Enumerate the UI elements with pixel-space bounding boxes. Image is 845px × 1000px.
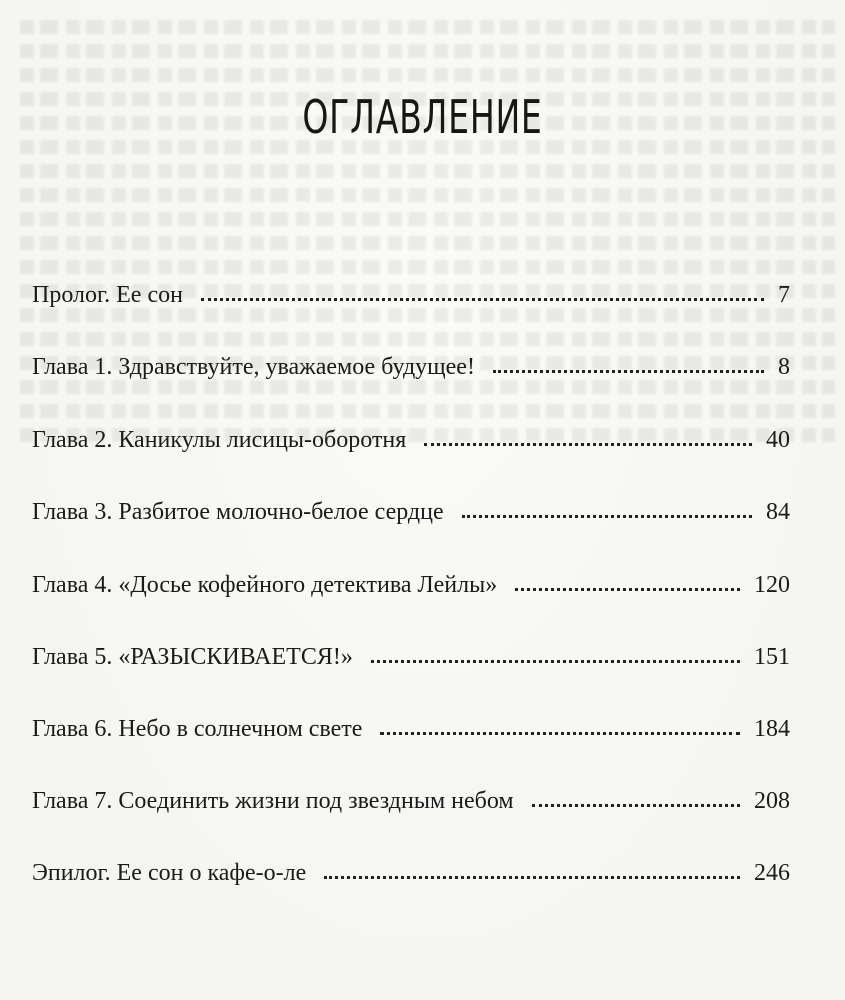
toc-leader-dots (424, 443, 752, 446)
toc-leader-dots (462, 515, 752, 518)
toc-entry-chapter-2[interactable] (32, 415, 790, 455)
toc-leader-dots (532, 804, 740, 807)
toc-entry-label: Пролог. Ее сон (32, 282, 183, 308)
toc-entry-chapter-5[interactable] (32, 632, 790, 672)
toc-entry-prologue[interactable] (32, 270, 790, 310)
toc-entry-chapter-3[interactable] (32, 487, 790, 527)
toc-entry-chapter-6[interactable] (32, 704, 790, 744)
toc-entry-label: Глава 6. Небо в солнечном свете (32, 716, 363, 742)
toc-leader-dots (493, 370, 764, 373)
toc-entry-label: Глава 3. Разбитое молочно-белое сердце (32, 499, 444, 525)
toc-leader-dots (371, 660, 740, 663)
toc-page-number: 246 (754, 860, 790, 886)
toc-leader-dots (201, 298, 764, 301)
toc-entry-label: Глава 4. «Досье кофейного детектива Лейлы» (32, 572, 498, 598)
toc-entry-label: Глава 7. Соединить жизни под звездным небом (32, 788, 514, 814)
toc-page-number: 120 (754, 572, 790, 598)
toc-page-number: 7 (778, 282, 790, 308)
toc-page-number: 208 (754, 788, 790, 814)
toc-leader-dots (380, 732, 740, 735)
toc-entry-chapter-7[interactable] (32, 776, 790, 816)
toc-entry-chapter-4[interactable] (32, 560, 790, 600)
toc-page-number: 8 (778, 354, 790, 380)
toc-entry-label: Глава 2. Каникулы лисицы-оборотня (32, 427, 407, 453)
toc-page-number: 84 (766, 499, 790, 525)
toc-leader-dots (515, 588, 740, 591)
toc-entry-label: Глава 1. Здравствуйте, уважаемое будущее! (32, 354, 475, 380)
toc-page-number: 151 (754, 644, 790, 670)
toc-entry-chapter-1[interactable] (32, 342, 790, 382)
page-title: ОГЛАВЛЕНИЕ (302, 90, 543, 144)
toc-page-number: 184 (754, 716, 790, 742)
toc-entry-epilogue[interactable] (32, 848, 790, 888)
toc-entry-label: Эпилог. Ее сон о кафе-о-ле (32, 860, 307, 886)
toc-page-number: 40 (766, 427, 790, 453)
toc-entry-label: Глава 5. «РАЗЫСКИВАЕТСЯ!» (32, 644, 353, 670)
toc-leader-dots (324, 876, 740, 879)
